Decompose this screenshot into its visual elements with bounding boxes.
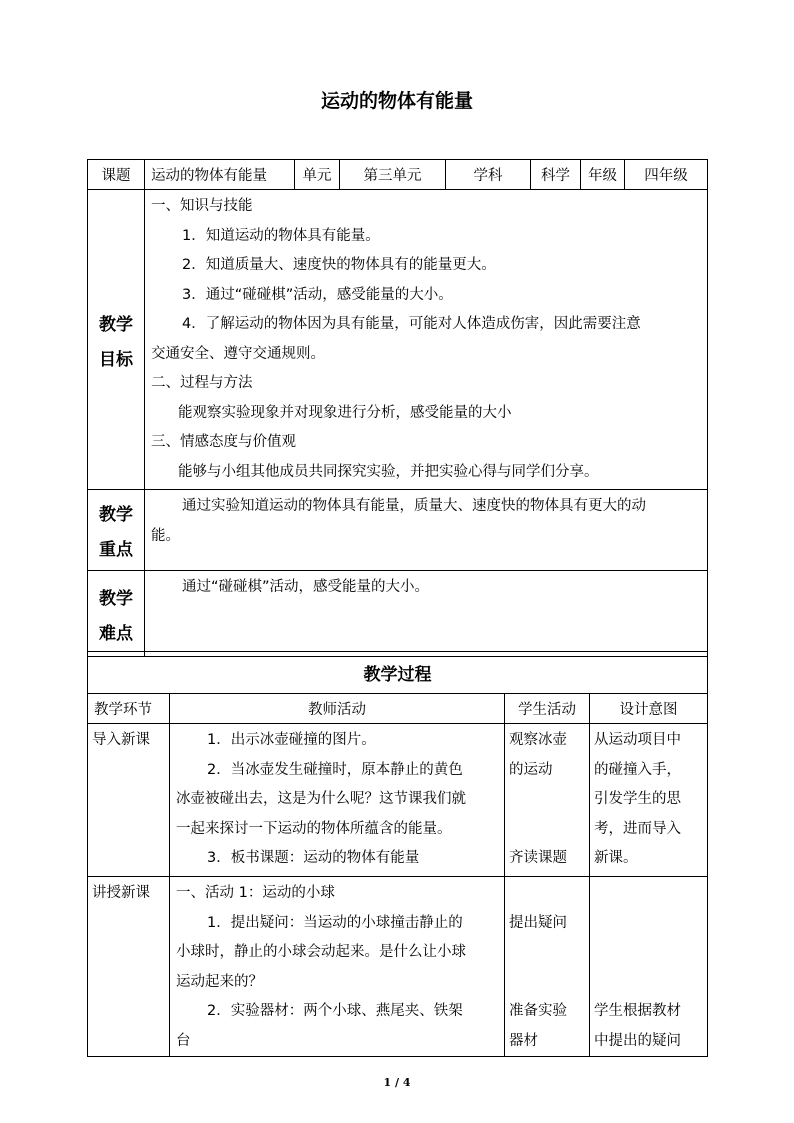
key-points-label <box>88 490 145 571</box>
student-activity-cell <box>505 724 590 877</box>
design-intent-cell <box>590 724 708 877</box>
stage-cell: 讲授新课 <box>88 877 170 1057</box>
teacher-step: 3．板书课题：运动的物体有能量 <box>207 850 420 866</box>
col-stage-header: 教学环节 <box>88 694 170 724</box>
student-activity-cell <box>505 877 590 1057</box>
difficulties-row <box>88 571 708 657</box>
teacher-activity-cell <box>170 724 505 877</box>
objectives-content <box>145 190 708 490</box>
activity-heading: 一、活动 1：运动的小球 <box>176 885 335 901</box>
objective-item: 1．知道运动的物体具有能量。 <box>182 227 380 244</box>
objective-item: 2．知道质量大、速度快的物体具有的能量更大。 <box>182 257 496 273</box>
stage-cell: 导入新课 <box>88 724 170 877</box>
objective-item: 4．了解运动的物体因为具有能量，可能对人体造成伤害，因此需要注意 <box>182 316 641 332</box>
objectives-heading-3: 三、情感态度与价值观 <box>151 434 296 450</box>
process-title-row <box>88 652 708 694</box>
student-step: 准备实验 <box>509 1003 567 1019</box>
process-column-headers <box>88 694 708 724</box>
objective-attitude: 能够与小组其他成员共同探究实验，并把实验心得与同学们分享。 <box>178 463 599 480</box>
objectives-heading-2: 二、过程与方法 <box>151 375 253 391</box>
design-line: 学生根据教材 <box>594 1003 681 1019</box>
teacher-step: 2．当冰壶发生碰撞时，原本静止的黄色 <box>207 761 463 778</box>
difficulties-label <box>88 571 145 657</box>
design-line: 引发学生的思 <box>594 791 681 807</box>
design-line: 的碰撞入手， <box>594 761 681 778</box>
teaching-process-table <box>87 651 708 1057</box>
lesson-info-table <box>87 159 708 657</box>
objective-item: 3．通过“碰碰棋”活动，感受能量的大小。 <box>182 286 453 303</box>
process-row-new-lesson <box>88 877 708 1057</box>
teacher-step: 1．出示冰壶碰撞的图片。 <box>207 732 376 748</box>
teacher-step-cont: 冰壶被碰出去，这是为什么呢？这节课我们就 <box>176 791 466 807</box>
student-step: 观察冰壶 <box>509 732 567 748</box>
teacher-step-cont: 一起来探讨一下运动的物体所蕴含的能量。 <box>176 820 452 837</box>
design-line: 考，进而导入 <box>594 820 681 837</box>
subject-label: 学科 <box>446 160 531 190</box>
subject-value: 科学 <box>531 160 581 190</box>
difficulties-line: 通过“碰碰棋”活动，感受能量的大小。 <box>182 579 430 595</box>
grade-value: 四年级 <box>625 160 708 190</box>
objective-item-cont: 交通安全、遵守交通规则。 <box>151 345 325 362</box>
teacher-step-cont: 运动起来的？ <box>176 973 263 990</box>
page-title: 运动的物体有能量 <box>320 90 473 112</box>
difficulties-content <box>145 571 708 657</box>
header-row <box>88 160 708 190</box>
design-intent-cell <box>590 877 708 1057</box>
grade-label: 年级 <box>581 160 625 190</box>
key-points-row <box>88 490 708 571</box>
teacher-step-cont: 小球时，静止的小球会动起来。是什么让小球 <box>176 944 466 960</box>
col-student-header: 学生活动 <box>505 694 590 724</box>
process-row-intro <box>88 724 708 877</box>
page-number: 1 / 4 <box>383 1076 411 1089</box>
teacher-step: 2．实验器材：两个小球、燕尾夹、铁架 <box>207 1003 463 1019</box>
objectives-label-line1: 教学 <box>99 314 133 335</box>
topic-value: 运动的物体有能量 <box>145 160 295 190</box>
unit-value: 第三单元 <box>340 160 446 190</box>
objectives-label-line2: 目标 <box>99 349 133 370</box>
teacher-step: 1．提出疑问：当运动的小球撞击静止的 <box>207 914 463 931</box>
student-step: 提出疑问 <box>509 914 567 931</box>
unit-label: 单元 <box>295 160 340 190</box>
student-step-cont: 的运动 <box>509 761 553 778</box>
key-points-line: 能。 <box>151 527 180 544</box>
key-points-content <box>145 490 708 571</box>
design-line: 从运动项目中 <box>594 732 681 748</box>
col-teacher-header: 教师活动 <box>170 694 505 724</box>
teacher-activity-cell <box>170 877 505 1057</box>
student-step: 齐读课题 <box>509 850 567 866</box>
key-points-label-line2: 重点 <box>99 540 133 560</box>
design-line: 中提出的疑问 <box>594 1032 681 1049</box>
key-points-line: 通过实验知道运动的物体具有能量，质量大、速度快的物体具有更大的动 <box>182 498 646 514</box>
teacher-step-cont: 台 <box>176 1032 191 1049</box>
topic-label: 课题 <box>88 160 145 190</box>
col-design-header: 设计意图 <box>590 694 708 724</box>
design-line: 新课。 <box>594 850 638 866</box>
student-step-cont: 器材 <box>509 1032 538 1049</box>
process-title: 教学过程 <box>88 652 708 694</box>
difficulties-label-line1: 教学 <box>99 588 133 609</box>
objectives-row <box>88 190 708 490</box>
objective-process: 能观察实验现象并对现象进行分析，感受能量的大小 <box>178 404 512 421</box>
key-points-label-line1: 教学 <box>99 505 133 525</box>
objectives-heading-1: 一、知识与技能 <box>151 198 253 214</box>
difficulties-label-line2: 难点 <box>99 623 133 644</box>
objectives-label <box>88 190 145 490</box>
